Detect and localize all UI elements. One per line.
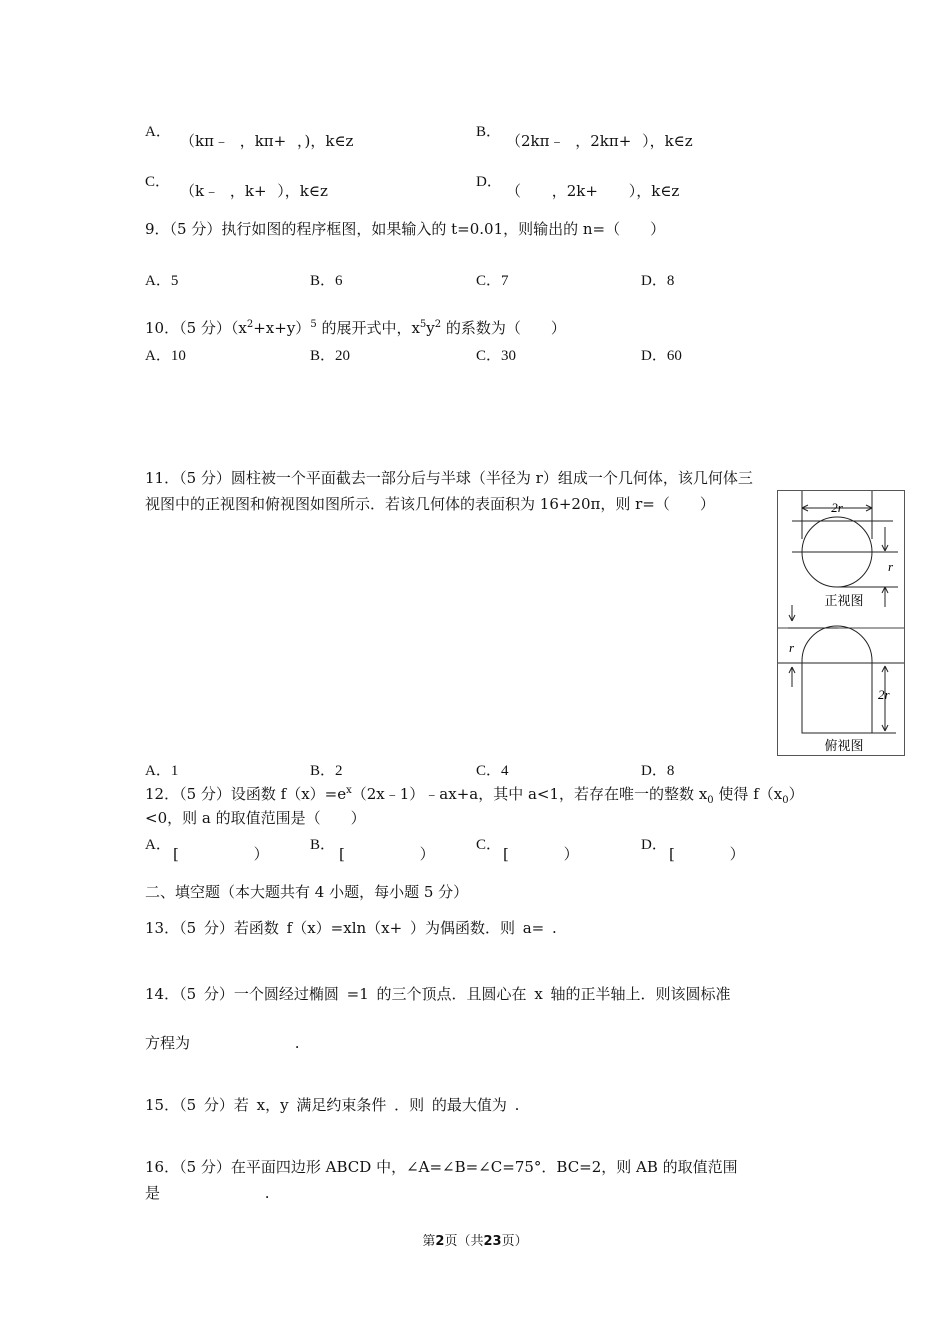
q11-three-view-figure [777, 490, 905, 756]
q12-option-b-text: [ ） [339, 845, 435, 863]
q12-stem-line2: <0，则 a 的取值范围是（ ） [145, 809, 366, 827]
q11-stem-line2: 视图中的正视图和俯视图如图所示．若该几何体的表面积为 16+20π，则 r=（ ） [145, 495, 715, 513]
q12-option-d-label: D． [641, 837, 667, 853]
q11-option-c: C．4 [476, 763, 509, 779]
q16-stem-line1: 16．（5 分）在平面四边形 ABCD 中，∠A=∠B=∠C=75°．BC=2，则 AB 的取值范围 [145, 1158, 738, 1176]
q8-option-d-label: D． [476, 174, 502, 190]
top-view-caption: 俯视图 [824, 739, 864, 754]
top-r-label: r [789, 640, 795, 655]
q8-option-c-text: （k﹣ ，k+ ），k∈z [180, 182, 328, 200]
q12-option-d-text: [ ） [669, 845, 745, 863]
top-view [778, 605, 904, 754]
q11-stem-line1: 11．（5 分）圆柱被一个平面截去一部分后与半球（半径为 r）组成一个几何体，该几何体三 [145, 469, 753, 487]
q8-option-c-label: C． [145, 174, 171, 190]
q11-option-b: B．2 [310, 763, 343, 779]
q11-option-d: D．8 [641, 763, 675, 779]
q10-option-c: C．30 [476, 348, 517, 364]
q10-option-a: A．10 [145, 348, 186, 364]
top-2r-label: 2r [878, 687, 890, 702]
page-footer: 第2页（共23页） [422, 1234, 528, 1249]
q9-stem: 9．（5 分）执行如图的程序框图，如果输入的 t=0.01，则输出的 n=（ ） [145, 220, 666, 238]
q12-option-a-label: A． [145, 837, 171, 853]
q8-option-b-label: B． [476, 124, 502, 140]
q14-stem-line1: 14．（5 分）一个圆经过椭圆 =1 的三个顶点．且圆心在 x 轴的正半轴上．则该圆标准 [145, 985, 731, 1003]
q8-option-b-text: （2kπ﹣ ，2kπ+ ），k∈z [506, 132, 693, 150]
front-view [792, 491, 898, 609]
q9-option-b: B．6 [310, 273, 343, 289]
q15-stem: 15．（5 分）若 x，y 满足约束条件 ．则 的最大值为 . [145, 1096, 520, 1114]
q10-option-d: D．60 [641, 348, 682, 364]
q11-option-a: A．1 [145, 763, 179, 779]
q8-option-a-text: （kπ﹣ ，kπ+ ，)，k∈z [180, 132, 354, 150]
q12-option-b-label: B． [310, 837, 336, 853]
front-view-caption: 正视图 [824, 594, 864, 609]
q14-stem-line2: 方程为 . [145, 1034, 300, 1052]
front-top-dim-label: 2r [831, 500, 843, 515]
q9-option-d: D．8 [641, 273, 675, 289]
q12-option-c-text: [ ） [503, 845, 579, 863]
q12-stem-line1: 12．（5 分）设函数 $f(x)=e^x(2x﹣1)﹣ax+a$，其中 a<1，若存在唯一的整数 $x_0$ 使得 $f(x_0)$ [145, 785, 804, 806]
q10-stem: 10．（5 分）$(x^2+x+y)^5$ 的展开式中，$x^5y^2$ 的系数为（ ） [145, 319, 566, 337]
q9-option-a: A．5 [145, 273, 179, 289]
section-2-heading: 二、填空题（本大题共有 4 小题，每小题 5 分） [145, 883, 469, 901]
three-view-drawing [778, 491, 904, 755]
q8-option-d-text: （ ，2k+ ），k∈z [506, 182, 680, 200]
q13-stem: 13．（5 分）若函数 f（x）=xln（x+ ）为偶函数．则 a= . [145, 919, 557, 937]
q8-option-a-label: A． [145, 124, 171, 140]
q12-option-c-label: C． [476, 837, 502, 853]
q9-option-c: C．7 [476, 273, 509, 289]
front-r-label: r [888, 559, 894, 574]
q16-stem-line2: 是 . [145, 1184, 270, 1202]
q12-option-a-text: [ ） [173, 845, 269, 863]
q10-option-b: B．20 [310, 348, 351, 364]
